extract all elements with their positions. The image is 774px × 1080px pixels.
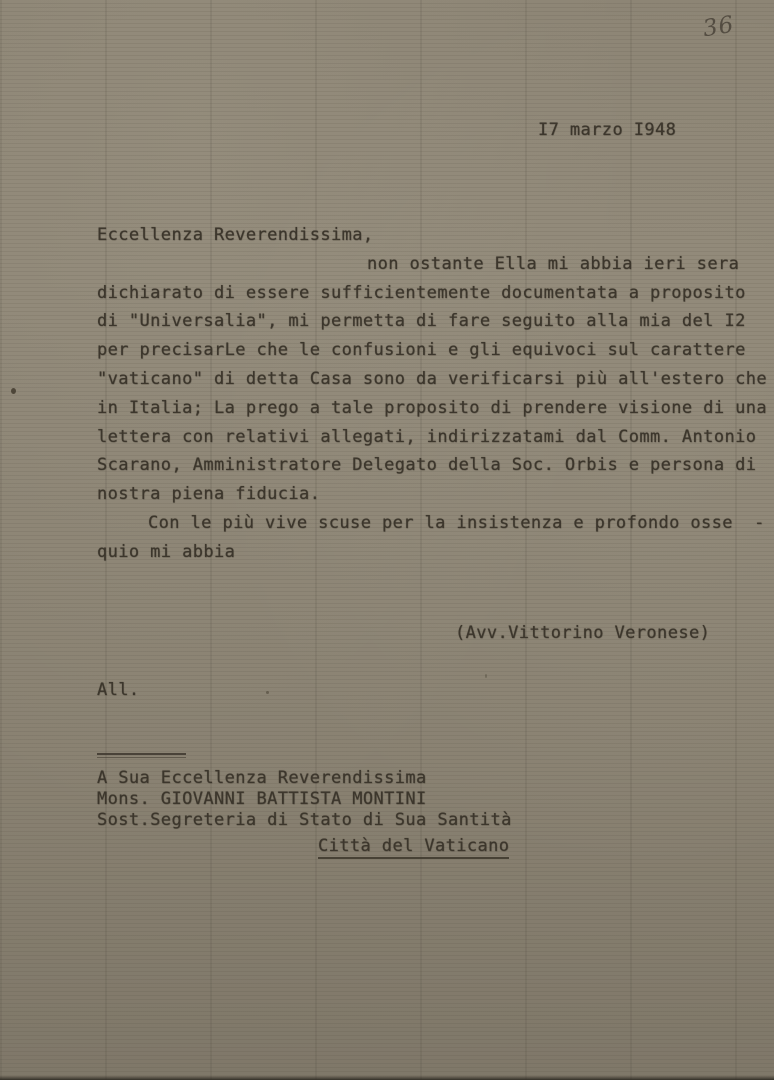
recipient-city-underlined: Città del Vaticano (318, 836, 509, 859)
signature: (Avv.Vittorino Veronese) (455, 623, 711, 643)
ink-speck (485, 674, 487, 678)
letter-line: per precisarLe che le confusioni e gli equivoci sul carattere (97, 340, 746, 361)
handwritten-page-number: 36 (701, 11, 737, 43)
recipient-line: A Sua Eccellenza Reverendissima (97, 768, 427, 788)
letter-line: di "Universalia", mi permetta di fare seguito alla mia del I2 (97, 311, 746, 332)
letter-line: nostra piena fiducia. (97, 484, 321, 505)
letter-line: in Italia; La prego a tale proposito di prendere visione di una (97, 397, 767, 418)
ink-speck (11, 388, 16, 394)
letter-date: I7 marzo I948 (538, 120, 677, 140)
letter-line: "vaticano" di detta Casa sono da verificarsi più all'estero che (97, 368, 767, 389)
letter-line: Con le più vive scuse per la insistenza e profondo osse - (148, 512, 765, 533)
enclosure-note: All. (97, 680, 140, 700)
letter-body (97, 221, 767, 567)
letter-line: non ostante Ella mi abbia ieri sera (367, 253, 740, 274)
typed-separator-rule (97, 753, 186, 758)
salutation: Eccellenza Reverendissima, (97, 225, 374, 245)
recipient-address (97, 768, 512, 830)
recipient-line: Mons. GIOVANNI BATTISTA MONTINI (97, 788, 427, 809)
recipient-line: Sost.Segreteria di Stato di Sua Santità (97, 809, 512, 830)
scan-bottom-edge (0, 1076, 774, 1080)
letter-line: Scarano, Amministratore Delegato della Soc. Orbis e persona di (97, 455, 757, 476)
letter-line: quio mi abbia (97, 541, 236, 562)
letter-line: lettera con relativi allegati, indirizzatami dal Comm. Antonio (97, 426, 757, 447)
ink-speck (266, 691, 269, 694)
letter-line: dichiarato di essere sufficientemente documentata a proposito (97, 282, 746, 303)
